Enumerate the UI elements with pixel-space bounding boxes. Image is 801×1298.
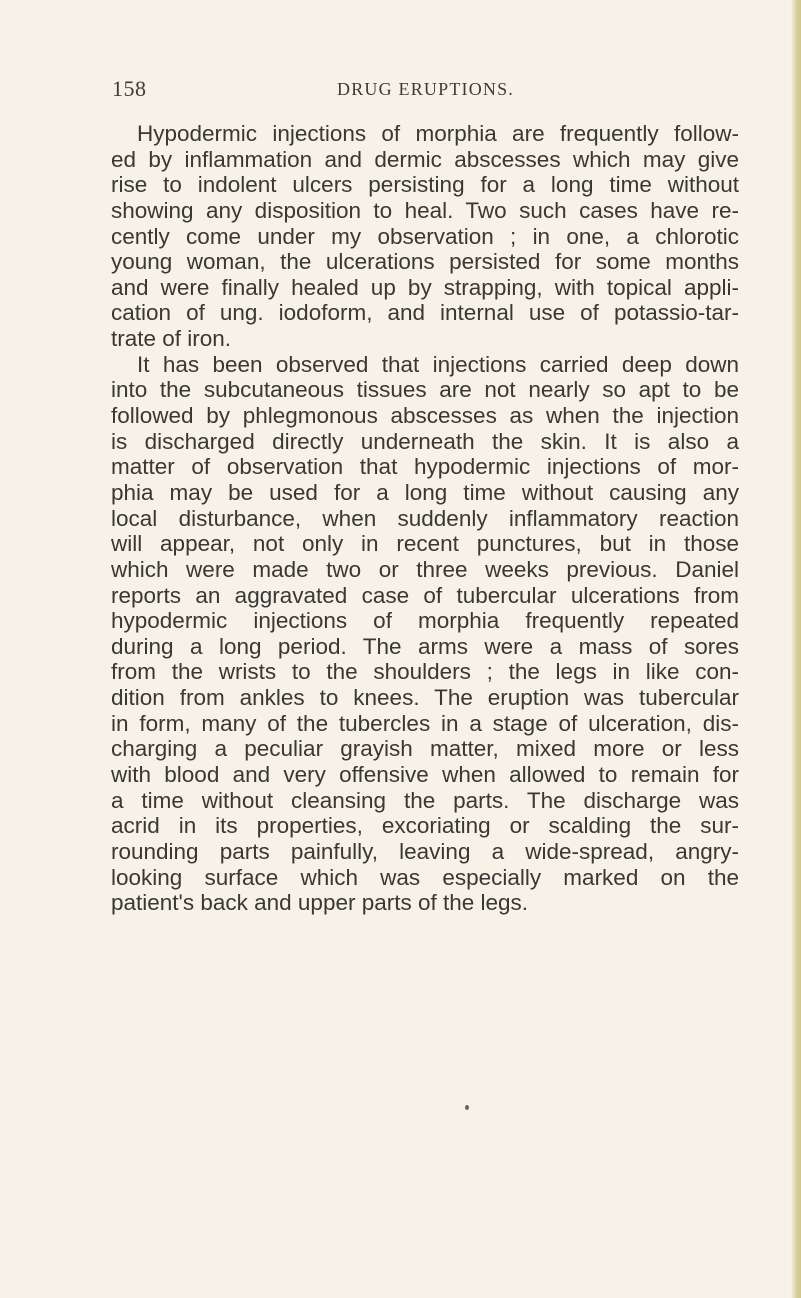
text-line: into the subcutaneous tissues are not nearly so apt to be (111, 377, 739, 403)
running-head (112, 76, 732, 102)
text-line: It has been observed that injections carried deep down (137, 351, 739, 377)
text-line: a time without cleansing the parts. The discharge was (111, 787, 739, 813)
ink-speck (465, 1105, 469, 1110)
text-line: cently come under my observation ; in one, a chlorotic (111, 223, 739, 249)
text-line: with blood and very offensive when allowed to remain for (111, 762, 739, 788)
text-line: during a long period. The arms were a mass of sores (111, 633, 739, 659)
text-line: looking surface which was especially marked on the (111, 864, 739, 890)
text-line: reports an aggravated case of tubercular ulcerations from (111, 582, 739, 608)
text-line: in form, many of the tubercles in a stage of ulceration, dis- (111, 710, 739, 736)
text-line: ed by inflammation and dermic abscesses which may give (111, 146, 739, 172)
text-line: from the wrists to the shoulders ; the legs in like con- (111, 659, 739, 685)
text-line: phia may be used for a long time without causing any (111, 479, 739, 505)
text-line: followed by phlegmonous abscesses as when the injection (111, 403, 739, 429)
text-line: is discharged directly underneath the skin. It is also a (111, 428, 739, 454)
text-line: young woman, the ulcerations persisted for some months (111, 249, 739, 275)
text-line: cation of ung. iodoform, and internal use of potassio-tar- (111, 300, 739, 326)
text-line: hypodermic injections of morphia frequently repeated (111, 608, 739, 634)
text-line: which were made two or three weeks previous. Daniel (111, 556, 739, 582)
text-line: local disturbance, when suddenly inflammatory reaction (111, 505, 739, 531)
text-line: rounding parts painfully, leaving a wide-spread, angry- (111, 838, 739, 864)
text-line: will appear, not only in recent punctures, but in those (111, 531, 739, 557)
text-line: acrid in its properties, excoriating or scalding the sur- (111, 813, 739, 839)
page-edge-shadow (791, 0, 801, 1298)
text-line: trate of iron. (111, 326, 232, 352)
text-line: Hypodermic injections of morphia are frequently follow- (137, 121, 739, 146)
running-title: DRUG ERUPTIONS. (337, 79, 515, 99)
text-line: and were finally healed up by strapping, with topical appli- (111, 274, 739, 300)
text-line: matter of observation that hypodermic injections of mor- (111, 454, 739, 480)
text-line: dition from ankles to knees. The eruption was tubercular (111, 685, 739, 711)
text-line: charging a peculiar grayish matter, mixed more or less (111, 736, 739, 762)
body-text (111, 121, 739, 916)
page-number: 158 (112, 76, 147, 101)
text-line: showing any disposition to heal. Two such cases have re- (111, 197, 739, 223)
text-line: patient's back and upper parts of the legs. (111, 890, 529, 916)
text-line: rise to indolent ulcers persisting for a long time without (111, 172, 739, 198)
